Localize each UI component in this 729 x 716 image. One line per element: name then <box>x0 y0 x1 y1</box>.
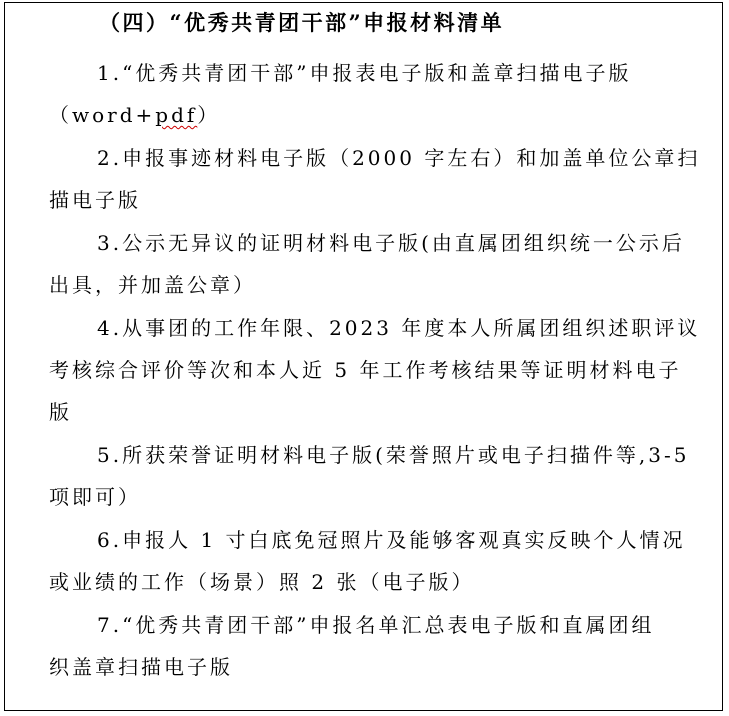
item-1-paren-open: （word+ <box>49 103 156 127</box>
list-title: （四）“优秀共青团干部”申报材料清单 <box>99 10 505 35</box>
item-4-line-2: 考核综合评价等次和本人近 5 年工作考核结果等证明材料电子 <box>49 358 682 382</box>
item-2-line-2: 描电子版 <box>49 188 141 212</box>
item-4-line-3: 版 <box>49 400 72 424</box>
item-7-line-1: 7.“优秀共青团干部”申报名单汇总表电子版和直属团组 <box>97 613 655 637</box>
item-7-line-2: 织盖章扫描电子版 <box>49 655 233 679</box>
item-3-line-1: 3.公示无异议的证明材料电子版(由直属团组织统一公示后 <box>97 231 685 255</box>
item-1-line-1: 1.“优秀共青团干部”申报表电子版和盖章扫描电子版 <box>97 61 632 85</box>
spellcheck-marked-word: pdf <box>155 103 198 127</box>
item-6-line-2: 或业绩的工作（场景）照 2 张（电子版） <box>49 570 475 594</box>
document-page <box>4 2 723 711</box>
item-5-line-2: 项即可） <box>49 485 141 509</box>
item-5-line-1: 5.所获荣誉证明材料电子版(荣誉照片或电子扫描件等,3-5 <box>97 443 690 467</box>
item-1-paren-close: ） <box>197 103 221 127</box>
item-4-line-1: 4.从事团的工作年限、2023 年度本人所属团组织述职评议 <box>97 316 701 340</box>
item-1-line-2 <box>49 102 220 128</box>
item-2-line-1: 2.申报事迹材料电子版（2000 字左右）和加盖单位公章扫 <box>97 146 701 170</box>
item-6-line-1: 6.申报人 1 寸白底免冠照片及能够客观真实反映个人情况 <box>97 528 686 552</box>
item-3-line-2: 出具，并加盖公章） <box>49 273 256 297</box>
